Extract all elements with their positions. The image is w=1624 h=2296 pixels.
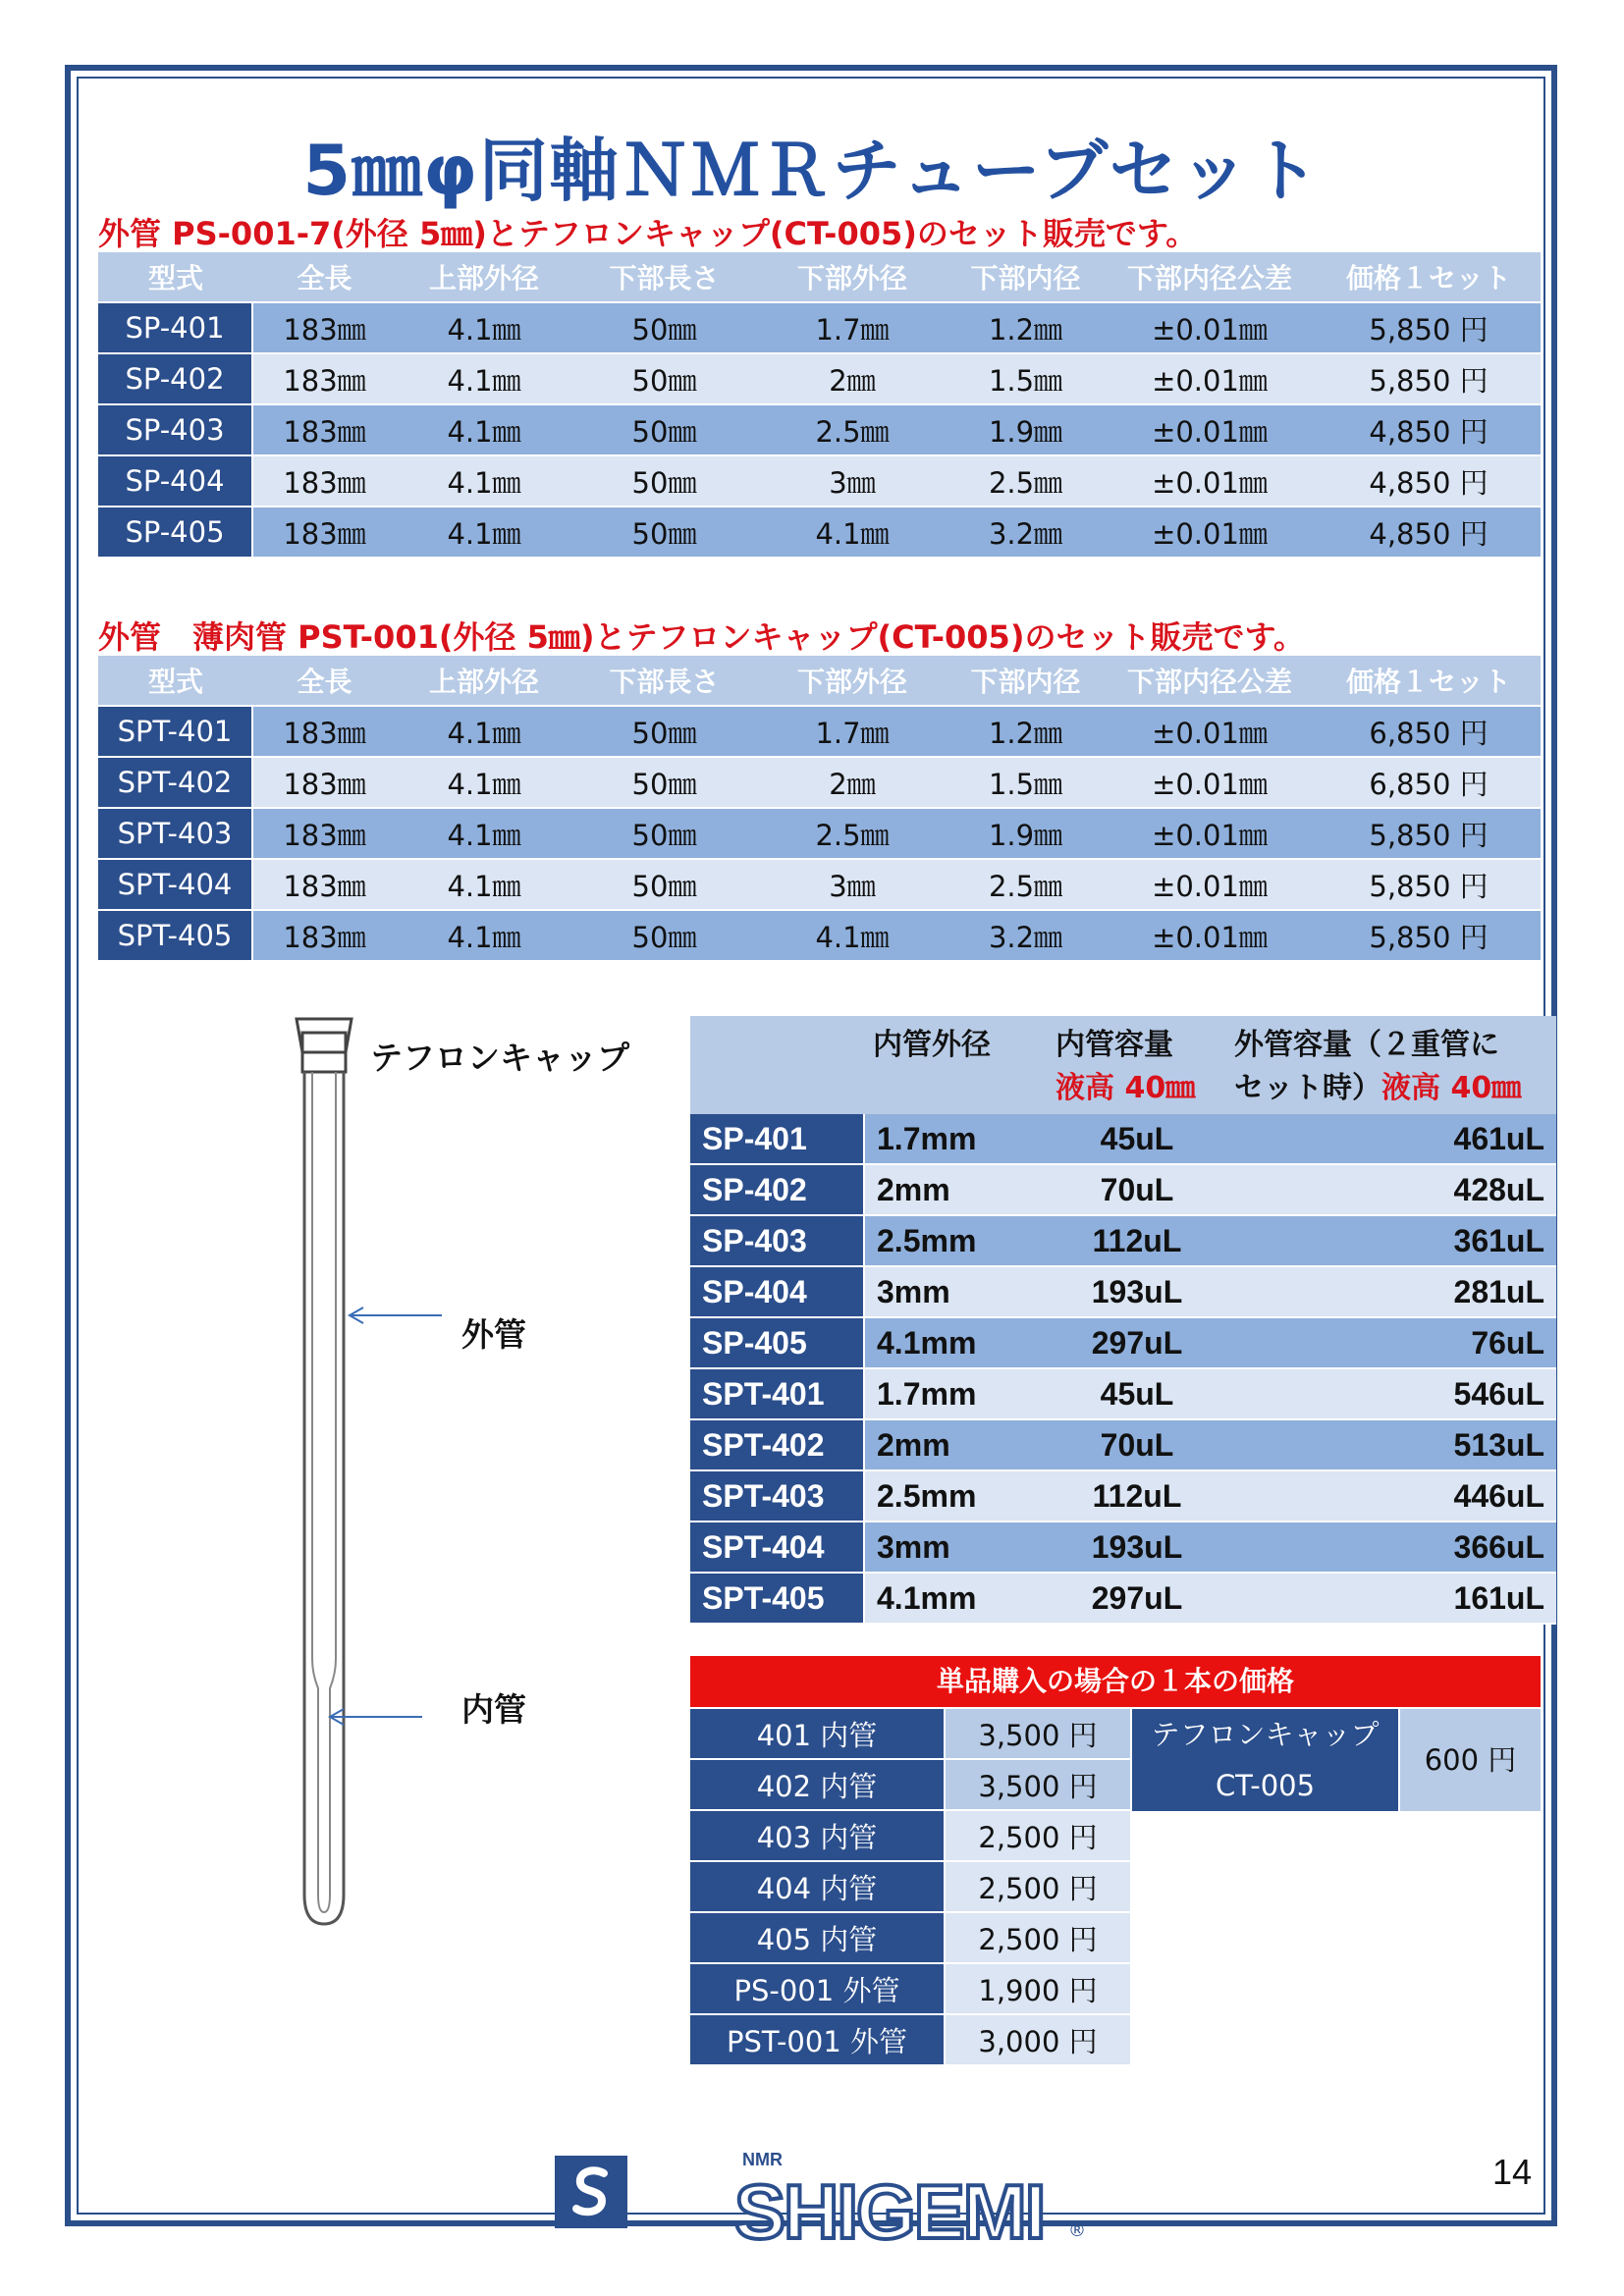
table-cell: 1.7㎜ <box>756 303 948 354</box>
table-cell: 183㎜ <box>253 860 396 911</box>
table-row <box>690 1574 1556 1625</box>
table-cell: 2㎜ <box>756 758 948 809</box>
table-cell: 2.5㎜ <box>756 405 948 456</box>
table-cell: 50㎜ <box>572 758 756 809</box>
table-row <box>690 1165 1556 1216</box>
table-row <box>98 911 1541 962</box>
model-cell: SPT-404 <box>690 1522 865 1574</box>
column-header: 下部外径 <box>756 252 948 303</box>
table-cell: 45uL <box>1048 1114 1226 1165</box>
table-cell: 2.5㎜ <box>948 860 1103 911</box>
table-cell: 50㎜ <box>572 860 756 911</box>
table-row <box>690 1114 1556 1165</box>
item-price: 2,500 円 <box>946 1862 1130 1913</box>
price-row <box>690 1964 1130 2015</box>
price-row <box>690 1811 1130 1862</box>
model-cell: SP-402 <box>98 354 253 405</box>
table-cell: 281uL <box>1226 1267 1556 1318</box>
price-row <box>690 1709 1130 1760</box>
column-header: 価格１セット <box>1317 656 1541 707</box>
table-cell: 1.7mm <box>865 1369 1048 1420</box>
teflon-cap-shape <box>297 1019 352 1052</box>
table-row <box>98 758 1541 809</box>
table-cell: 3.2㎜ <box>948 911 1103 962</box>
brand-nmr-label: NMR <box>742 2150 783 2169</box>
table-cell: 50㎜ <box>572 507 756 559</box>
table-cell: 2mm <box>865 1165 1048 1216</box>
item-price: 2,500 円 <box>946 1811 1130 1862</box>
table-cell: 6,850 円 <box>1317 758 1541 809</box>
item-name: 402 内管 <box>690 1760 946 1811</box>
table-cell: 161uL <box>1226 1574 1556 1625</box>
column-header: 下部内径 <box>948 252 1103 303</box>
page-number: 14 <box>1492 2152 1533 2192</box>
teflon-cap-label: テフロンキャップ <box>370 1039 629 1077</box>
column-header: 下部長さ <box>572 252 756 303</box>
table-row <box>98 405 1541 456</box>
registered-mark: ® <box>1068 2220 1086 2241</box>
model-cell: SP-405 <box>98 507 253 559</box>
item-name: PST-001 外管 <box>690 2015 946 2066</box>
table-cell: 50㎜ <box>572 809 756 860</box>
table-cell: 361uL <box>1226 1216 1556 1267</box>
model-cell: SPT-405 <box>690 1574 865 1625</box>
item-price: 3,500 円 <box>946 1709 1130 1760</box>
table-cell: 297uL <box>1048 1318 1226 1369</box>
table-row <box>690 1369 1556 1420</box>
model-cell: SP-402 <box>690 1165 865 1216</box>
table-cell: 4.1mm <box>865 1574 1048 1625</box>
table-cell: 183㎜ <box>253 456 396 507</box>
table-cell: 2㎜ <box>756 354 948 405</box>
table-cell: 4.1㎜ <box>396 354 572 405</box>
table-cell: 2.5㎜ <box>756 809 948 860</box>
table-cell: 4,850 円 <box>1317 405 1541 456</box>
header-inner-volume: 内管容量 液高 40㎜ <box>1048 1016 1226 1114</box>
item-price: 1,900 円 <box>946 1964 1130 2015</box>
table-cell: 112uL <box>1048 1216 1226 1267</box>
table-cell: ±0.01㎜ <box>1103 809 1317 860</box>
column-header: 下部外径 <box>756 656 948 707</box>
table-cell: 193uL <box>1048 1522 1226 1574</box>
model-cell: SPT-403 <box>98 809 253 860</box>
table-cell: 183㎜ <box>253 707 396 758</box>
table-cell: ±0.01㎜ <box>1103 354 1317 405</box>
item-name: PS-001 外管 <box>690 1964 946 2015</box>
table-cell: 5,850 円 <box>1317 911 1541 962</box>
table-cell: 1.9㎜ <box>948 809 1103 860</box>
model-cell: SP-405 <box>690 1318 865 1369</box>
column-header: 上部外径 <box>396 252 572 303</box>
table-row <box>98 456 1541 507</box>
table-cell: 50㎜ <box>572 354 756 405</box>
table-cell: 4.1㎜ <box>396 911 572 962</box>
table-cell: 1.9㎜ <box>948 405 1103 456</box>
table-cell: 3mm <box>865 1267 1048 1318</box>
table-cell: 70uL <box>1048 1165 1226 1216</box>
table-row <box>98 860 1541 911</box>
table-cell: 3mm <box>865 1522 1048 1574</box>
table-row <box>690 1267 1556 1318</box>
table-cell: 4.1㎜ <box>396 860 572 911</box>
table-cell: 183㎜ <box>253 758 396 809</box>
table-cell: 112uL <box>1048 1471 1226 1522</box>
table-cell: 2.5mm <box>865 1471 1048 1522</box>
item-name: 403 内管 <box>690 1811 946 1862</box>
table-cell: 4.1㎜ <box>396 707 572 758</box>
brand-logo-text: SHIGEMI <box>734 2168 1045 2255</box>
model-cell: SPT-403 <box>690 1471 865 1522</box>
table-cell: 513uL <box>1226 1420 1556 1471</box>
table-cell: 3㎜ <box>756 456 948 507</box>
column-header: 型式 <box>98 252 253 303</box>
table-header-row <box>98 252 1541 303</box>
table-row <box>690 1471 1556 1522</box>
section2-subtitle: 外管 薄肉管 PST-001(外径 5㎜)とテフロンキャップ(CT-005)のセット販売です。 <box>98 618 1305 656</box>
table-cell: 6,850 円 <box>1317 707 1541 758</box>
inner-tube-label: 内管 <box>461 1690 526 1729</box>
column-header: 価格１セット <box>1317 252 1541 303</box>
outer-tube-shape <box>304 1072 344 1924</box>
table-cell: 76uL <box>1226 1318 1556 1369</box>
table-cell: ±0.01㎜ <box>1103 507 1317 559</box>
column-header: 全長 <box>253 656 396 707</box>
table-cell: ±0.01㎜ <box>1103 860 1317 911</box>
model-cell: SP-403 <box>690 1216 865 1267</box>
table-cell: 183㎜ <box>253 354 396 405</box>
inner-tube-arrow-icon <box>326 1707 424 1727</box>
table-cell: 183㎜ <box>253 405 396 456</box>
table-cell: 2.5㎜ <box>948 456 1103 507</box>
item-price: 2,500 円 <box>946 1913 1130 1964</box>
table-cell: 3㎜ <box>756 860 948 911</box>
outer-tube-arrow-icon <box>346 1306 444 1325</box>
column-header: 上部外径 <box>396 656 572 707</box>
item-price: 3,500 円 <box>946 1760 1130 1811</box>
model-cell: SPT-401 <box>98 707 253 758</box>
price-row <box>690 2015 1130 2066</box>
single-price-table <box>690 1709 1130 2066</box>
table-row <box>690 1420 1556 1471</box>
item-name: 401 内管 <box>690 1709 946 1760</box>
table-cell: 4.1㎜ <box>756 911 948 962</box>
table-cell: 4.1㎜ <box>396 405 572 456</box>
item-name: 405 内管 <box>690 1913 946 1964</box>
table-cell: ±0.01㎜ <box>1103 911 1317 962</box>
price-row <box>690 1862 1130 1913</box>
model-cell: SPT-401 <box>690 1369 865 1420</box>
table-cell: 3.2㎜ <box>948 507 1103 559</box>
model-cell: SP-404 <box>690 1267 865 1318</box>
table-row <box>98 707 1541 758</box>
model-cell: SP-401 <box>690 1114 865 1165</box>
header-inner-od: 内管外径 <box>865 1016 1048 1114</box>
table-cell: 1.5㎜ <box>948 354 1103 405</box>
table-row <box>690 1216 1556 1267</box>
table-row <box>98 507 1541 559</box>
teflon-cap-price: 600 円 <box>1400 1709 1541 1811</box>
section1-subtitle: 外管 PS-001-7(外径 5㎜)とテフロンキャップ(CT-005)のセット販売です。 <box>98 215 1198 252</box>
table-cell: 366uL <box>1226 1522 1556 1574</box>
table-cell: 461uL <box>1226 1114 1556 1165</box>
model-cell: SPT-404 <box>98 860 253 911</box>
table-cell: 297uL <box>1048 1574 1226 1625</box>
table-cell: 183㎜ <box>253 303 396 354</box>
table-cell: 183㎜ <box>253 809 396 860</box>
table-cell: 50㎜ <box>572 405 756 456</box>
table-cell: ±0.01㎜ <box>1103 303 1317 354</box>
nmr-tube-diagram <box>275 1011 393 1934</box>
table-cell: 2mm <box>865 1420 1048 1471</box>
table-cell: 5,850 円 <box>1317 860 1541 911</box>
table-cell: 1.5㎜ <box>948 758 1103 809</box>
table-cell: 183㎜ <box>253 911 396 962</box>
item-price: 3,000 円 <box>946 2015 1130 2066</box>
table-cell: 1.2㎜ <box>948 707 1103 758</box>
table-cell: 1.7㎜ <box>756 707 948 758</box>
shigemi-logo-icon <box>555 2156 627 2228</box>
table-cell: 4.1㎜ <box>396 507 572 559</box>
column-header: 全長 <box>253 252 396 303</box>
table-cell: 50㎜ <box>572 707 756 758</box>
table-cell: 4.1mm <box>865 1318 1048 1369</box>
table-row <box>690 1522 1556 1574</box>
table-cell: 45uL <box>1048 1369 1226 1420</box>
header-outer-volume: 外管容量（２重管に セット時）液高 40㎜ <box>1226 1016 1556 1114</box>
column-header: 型式 <box>98 656 253 707</box>
table-cell: 5,850 円 <box>1317 354 1541 405</box>
item-name: 404 内管 <box>690 1862 946 1913</box>
model-cell: SP-404 <box>98 456 253 507</box>
table-cell: 4.1㎜ <box>756 507 948 559</box>
single-price-header: 単品購入の場合の１本の価格 <box>690 1656 1541 1707</box>
table-cell: 4,850 円 <box>1317 456 1541 507</box>
page-title: 5㎜φ同軸ＮＭＲチューブセット <box>302 131 1322 211</box>
model-cell: SPT-402 <box>690 1420 865 1471</box>
table-cell: 50㎜ <box>572 303 756 354</box>
table-cell: 4,850 円 <box>1317 507 1541 559</box>
inner-tube-shape <box>312 1072 336 1912</box>
table-cell: ±0.01㎜ <box>1103 405 1317 456</box>
model-cell: SP-401 <box>98 303 253 354</box>
table-cell: 1.7mm <box>865 1114 1048 1165</box>
column-header: 下部内径公差 <box>1103 656 1317 707</box>
table-cell: 2.5mm <box>865 1216 1048 1267</box>
model-cell: SPT-402 <box>98 758 253 809</box>
table-cell: 4.1㎜ <box>396 456 572 507</box>
volume-table <box>690 1016 1556 1625</box>
outer-tube-label: 外管 <box>461 1315 526 1354</box>
table-cell: 5,850 円 <box>1317 809 1541 860</box>
table-cell: ±0.01㎜ <box>1103 456 1317 507</box>
table-row <box>98 303 1541 354</box>
model-cell: SPT-405 <box>98 911 253 962</box>
table-cell: ±0.01㎜ <box>1103 707 1317 758</box>
column-header: 下部内径公差 <box>1103 252 1317 303</box>
price-row <box>690 1760 1130 1811</box>
teflon-cap-price-name: テフロンキャップ CT-005 <box>1132 1709 1398 1811</box>
table-cell: 50㎜ <box>572 456 756 507</box>
table-cell: 446uL <box>1226 1471 1556 1522</box>
column-header: 下部内径 <box>948 656 1103 707</box>
table-row <box>98 809 1541 860</box>
table-cell: 193uL <box>1048 1267 1226 1318</box>
table-header-row <box>98 656 1541 707</box>
table-cell: 50㎜ <box>572 911 756 962</box>
sp-spec-table <box>98 252 1541 559</box>
table-cell: 5,850 円 <box>1317 303 1541 354</box>
table-cell: 428uL <box>1226 1165 1556 1216</box>
table-cell: 4.1㎜ <box>396 303 572 354</box>
table-cell: 70uL <box>1048 1420 1226 1471</box>
table-cell: 4.1㎜ <box>396 809 572 860</box>
table-cell: 1.2㎜ <box>948 303 1103 354</box>
table-cell: 546uL <box>1226 1369 1556 1420</box>
table-cell: ±0.01㎜ <box>1103 758 1317 809</box>
table-cell: 183㎜ <box>253 507 396 559</box>
table-row <box>98 354 1541 405</box>
price-row <box>690 1913 1130 1964</box>
spt-spec-table <box>98 656 1541 962</box>
model-cell: SP-403 <box>98 405 253 456</box>
table-row <box>690 1318 1556 1369</box>
column-header: 下部長さ <box>572 656 756 707</box>
table-cell: 4.1㎜ <box>396 758 572 809</box>
